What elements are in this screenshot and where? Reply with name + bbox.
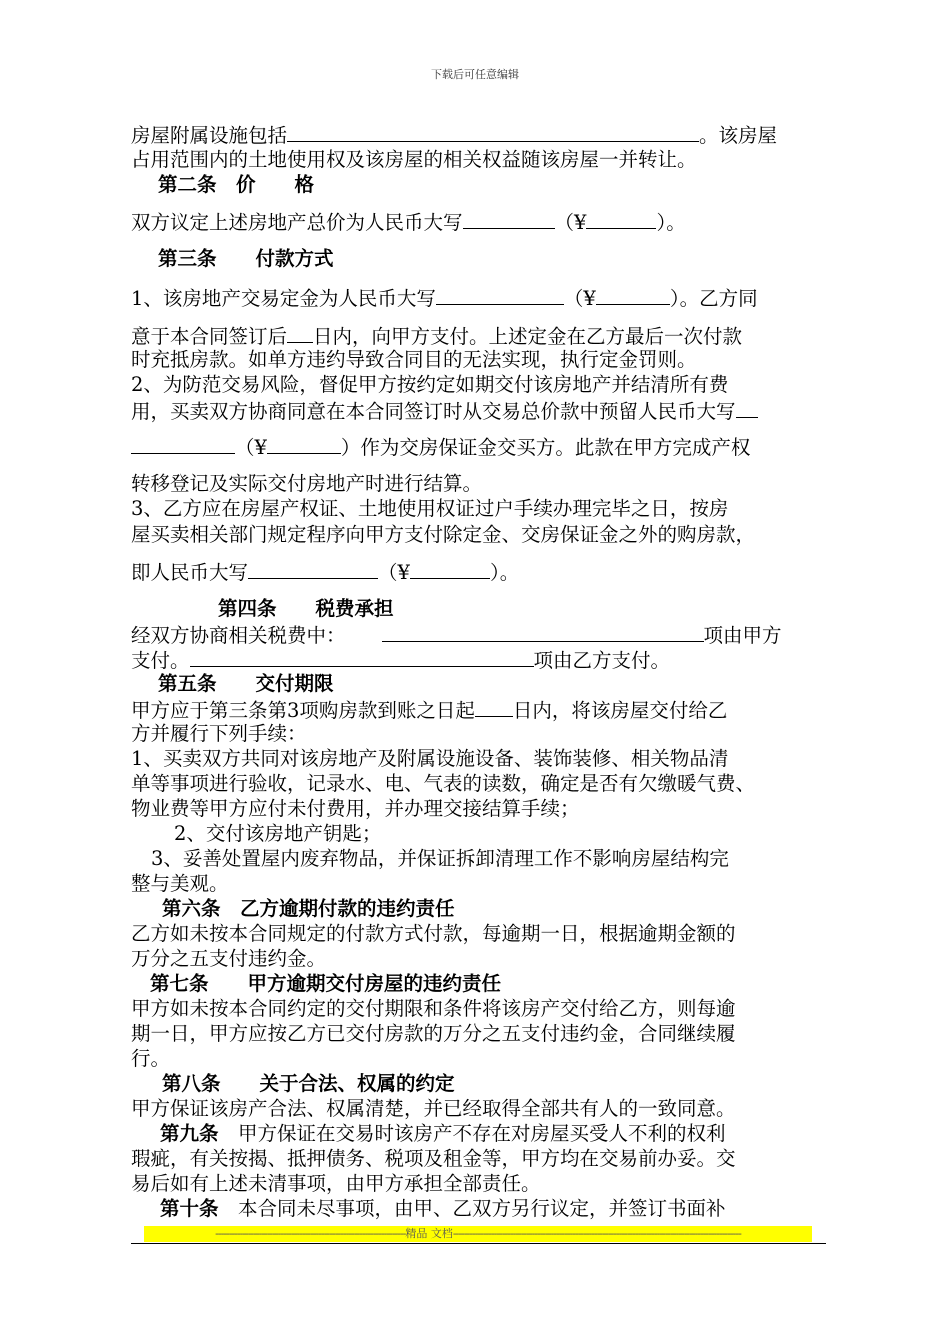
reserve-line: 用，买卖双方协商同意在本合同签订时从交易总价款中预留人民币大写 — [131, 397, 758, 425]
balance-amount-blank[interactable] — [410, 558, 490, 579]
total-price-amount-blank[interactable] — [586, 208, 656, 229]
article-6-heading: 第六条 乙方逾期付款的违约责任 — [162, 897, 455, 920]
delivery-days-blank[interactable] — [475, 696, 513, 717]
deposit-amount-blank[interactable] — [596, 284, 670, 305]
text-line: 屋买卖相关部门规定程序向甲方支付除定金、交房保证金之外的购房款， — [131, 523, 756, 546]
text-line: 物业费等甲方应付未付费用，并办理交接结算手续； — [131, 797, 580, 820]
footer-text: 精品 文档 — [405, 1227, 453, 1240]
footer-band: ----------------------------------------------------------------------精品 文档---------------------------------------------------------------------------------------------------------- — [144, 1226, 812, 1242]
delivery-days-line: 甲方应于第三条第3项购房款到账之日起 日内，将该房屋交付给乙 — [131, 696, 727, 724]
deposit-days-blank[interactable] — [287, 322, 313, 343]
text-line: 单等事项进行验收，记录水、电、气表的读数，确定是否有欠缴暖气费、 — [131, 772, 756, 795]
text-line: 1、买卖双方共同对该房地产及附属设施设备、装饰装修、相关物品清 — [131, 747, 729, 770]
total-price-words-blank[interactable] — [463, 208, 555, 229]
text-line: 2、为防范交易风险，督促甲方按约定如期交付该房地产并结清所有费 — [131, 373, 729, 396]
article-7-heading: 第七条 甲方逾期交付房屋的违约责任 — [150, 972, 502, 995]
balance-words-blank[interactable] — [248, 558, 378, 579]
article-9-heading: 第九条 — [160, 1122, 219, 1145]
reserve-amount-line: （¥ ）作为交房保证金交买方。此款在甲方完成产权 — [131, 433, 750, 461]
text-line: 期一日，甲方应按乙方已交付房款的万分之五支付违约金，合同继续履 — [131, 1022, 736, 1045]
text-line: 万分之五支付违约金。 — [131, 947, 327, 970]
facilities-blank[interactable] — [287, 121, 699, 142]
text-line: 易后如有上述未清事项，由甲方承担全部责任。 — [131, 1172, 541, 1195]
balance-line: 即人民币大写 （¥ ）。 — [131, 558, 519, 586]
tax-buyer-blank[interactable] — [190, 646, 534, 667]
attached-facilities-line: 房屋附属设施包括 。该房屋 — [131, 121, 777, 149]
article-9-line: 第九条 甲方保证在交易时该房产不存在对房屋买受人不利的权利 — [160, 1122, 726, 1145]
text-line: 方并履行下列手续： — [131, 722, 307, 745]
text-line: 2、交付该房地产钥匙； — [174, 822, 382, 845]
reserve-amount-blank[interactable] — [267, 433, 341, 454]
footer-rule — [131, 1243, 826, 1244]
article-4-heading: 第四条 税费承担 — [218, 597, 394, 620]
text-line: 甲方如未按本合同约定的交付期限和条件将该房产交付给乙方，则每逾 — [131, 997, 736, 1020]
tax-seller-line: 经双方协商相关税费中： 项由甲方 — [131, 621, 782, 649]
article-8-heading: 第八条 关于合法、权属的约定 — [162, 1072, 455, 1095]
deposit-words-blank[interactable] — [436, 284, 564, 305]
text-line: 时充抵房款。如单方违约导致合同目的无法实现，执行定金罚则。 — [131, 348, 697, 371]
text-line: 整与美观。 — [131, 872, 229, 895]
page-header: 下载后可任意编辑 — [431, 68, 519, 81]
text-line: 甲方保证该房产合法、权属清楚，并已经取得全部共有人的一致同意。 — [131, 1097, 736, 1120]
text-line: 行。 — [131, 1047, 171, 1070]
tax-seller-blank[interactable] — [382, 621, 704, 642]
text-line: 瑕疵，有关按揭、抵押债务、税项及租金等，甲方均在交易前办妥。交 — [131, 1147, 736, 1170]
text-line: 乙方如未按本合同规定的付款方式付款，每逾期一日，根据逾期金额的 — [131, 922, 736, 945]
reserve-words-blank-start[interactable] — [736, 397, 758, 418]
article-3-heading: 第三条 付款方式 — [158, 247, 334, 270]
text-line: 转移登记及实际交付房地产时进行结算。 — [131, 472, 483, 495]
tax-buyer-line: 支付。 项由乙方支付。 — [131, 646, 670, 674]
deposit-line: 1、该房地产交易定金为人民币大写 （¥ ）。乙方同 — [131, 284, 758, 312]
text-line: 3、乙方应在房屋产权证、土地使用权证过户手续办理完毕之日，按房 — [131, 497, 729, 520]
reserve-words-blank[interactable] — [131, 433, 235, 454]
text-line: 3、妥善处置屋内废弃物品，并保证拆卸清理工作不影响房屋结构完 — [151, 847, 729, 870]
article-10-line: 第十条 本合同未尽事项，由甲、乙双方另行议定，并签订书面补 — [160, 1197, 726, 1220]
deposit-days-line: 意于本合同签订后 日内，向甲方支付。上述定金在乙方最后一次付款 — [131, 322, 742, 350]
total-price-line: 双方议定上述房地产总价为人民币大写 （¥ ）。 — [131, 208, 686, 236]
text-line: 占用范围内的土地使用权及该房屋的相关权益随该房屋一并转让。 — [131, 148, 697, 171]
article-5-heading: 第五条 交付期限 — [158, 672, 334, 695]
article-2-heading: 第二条 价 格 — [158, 173, 315, 196]
article-10-heading: 第十条 — [160, 1197, 219, 1220]
